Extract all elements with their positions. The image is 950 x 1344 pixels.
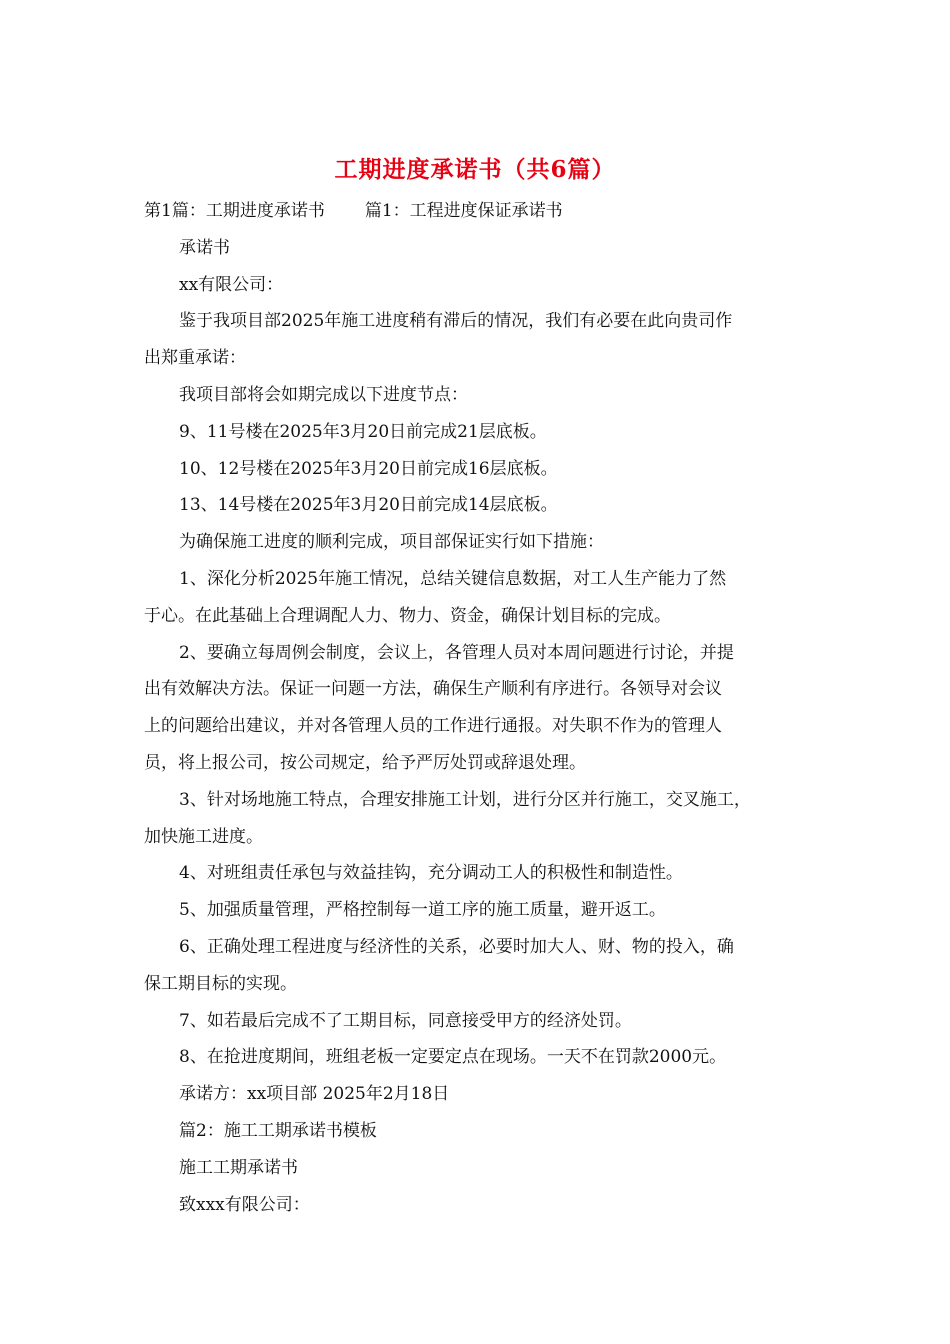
text-line: 承诺书 (179, 237, 230, 258)
text-line: 篇2：施工工期承诺书模板 (179, 1120, 377, 1141)
text-line: 出有效解决方法。保证一问题一方法，确保生产顺利有序进行。各领导对会议 (144, 679, 722, 700)
text-line: 保工期目标的实现。 (144, 973, 297, 994)
text-line: 7、如若最后完成不了工期目标，同意接受甲方的经济处罚。 (179, 1010, 632, 1031)
chapter-heading: 第1篇：工期进度承诺书 (144, 201, 325, 221)
text-line: 3、针对场地施工特点，合理安排施工计划，进行分区并行施工，交叉施工， (179, 789, 751, 810)
section-heading: 篇1：工程进度保证承诺书 (364, 201, 563, 221)
text-line: 出郑重承诺： (144, 348, 246, 369)
text-line: 5、加强质量管理，严格控制每一道工序的施工质量，避开返工。 (179, 900, 666, 921)
text-line: 我项目部将会如期完成以下进度节点： (179, 384, 468, 405)
document-body (144, 193, 812, 1223)
document-title: 工期进度承诺书（共6篇） (334, 156, 616, 183)
text-line: 于心。在此基础上合理调配人力、物力、资金，确保计划目标的完成。 (144, 605, 671, 626)
paragraph-lines (144, 230, 812, 1224)
text-line: 13、14号楼在2025年3月20日前完成14层底板。 (179, 495, 558, 516)
text-line: 为确保施工进度的顺利完成，项目部保证实行如下措施： (179, 532, 604, 553)
section-heading-line (144, 193, 812, 230)
text-line: 8、在抢进度期间，班组老板一定要定点在现场。一天不在罚款2000元。 (179, 1047, 727, 1068)
text-line: 承诺方：xx项目部 2025年2月18日 (179, 1084, 450, 1105)
text-line: 1、深化分析2025年施工情况，总结关键信息数据，对工人生产能力了然 (179, 568, 727, 589)
text-line: 加快施工进度。 (144, 826, 263, 847)
text-line: 鉴于我项目部2025年施工进度稍有滞后的情况，我们有必要在此向贵司作 (179, 311, 733, 332)
text-line: 10、12号楼在2025年3月20日前完成16层底板。 (179, 458, 558, 479)
text-line: 员，将上报公司，按公司规定，给予严厉处罚或辞退处理。 (144, 752, 586, 773)
text-line: xx有限公司： (179, 274, 284, 295)
text-line: 上的问题给出建议，并对各管理人员的工作进行通报。对失职不作为的管理人 (144, 716, 722, 737)
text-line: 4、对班组责任承包与效益挂钩，充分调动工人的积极性和制造性。 (179, 863, 683, 884)
text-line: 6、正确处理工程进度与经济性的关系，必要时加大人、财、物的投入，确 (179, 936, 734, 957)
text-line: 9、11号楼在2025年3月20日前完成21层底板。 (179, 421, 547, 442)
text-line: 2、要确立每周例会制度，会议上，各管理人员对本周问题进行讨论，并提 (179, 642, 734, 663)
text-line: 致xxx有限公司： (179, 1194, 310, 1215)
text-line: 施工工期承诺书 (179, 1157, 298, 1178)
